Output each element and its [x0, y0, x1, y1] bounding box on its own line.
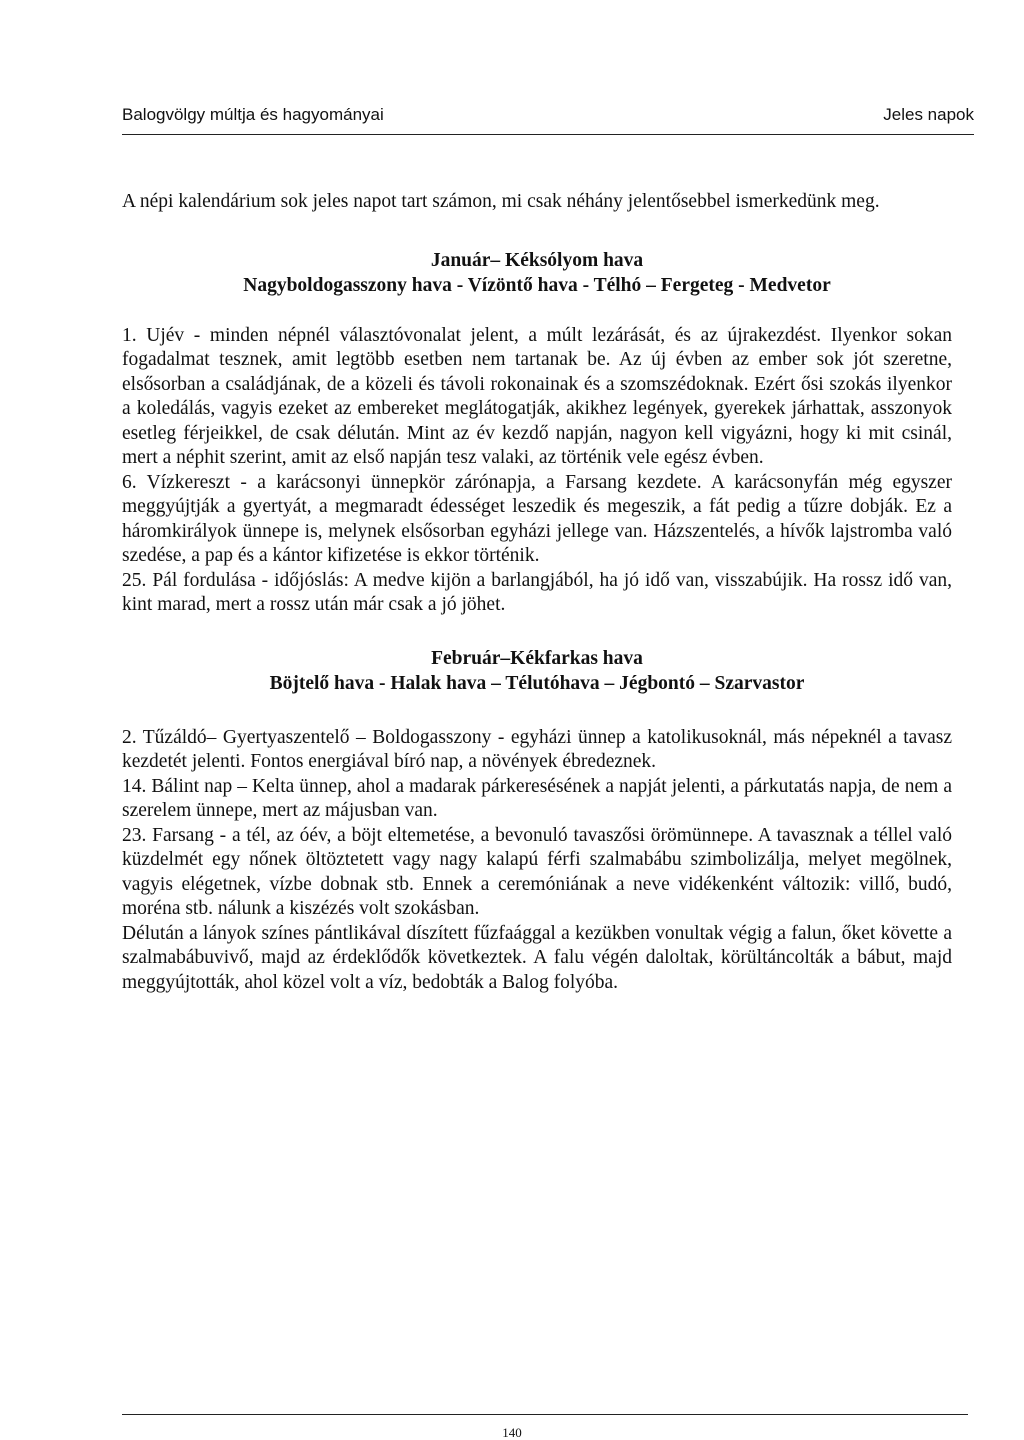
january-entry-pal-fordulasa: 25. Pál fordulása - időjóslás: A medve kijön a barlangjából, ha jó idő van, visszabújik. Ha rossz idő van, kint marad, mert a rossz után már csak a jó jöhet.: [122, 569, 952, 615]
february-heading: [122, 646, 952, 696]
january-heading: [122, 248, 952, 298]
page-number: 140: [502, 1425, 522, 1440]
header-divider: [122, 134, 974, 135]
january-entry-vizkereszt: 6. Vízkereszt - a karácsonyi ünnepkör zárónapja, a Farsang kezdete. A karácsonyfán még egyszer meggyújtják a gyertyát, a megmaradt édességet leszedik és megeszik, a fát pedig a tűzre dobják. Ez a háromkirályok ünnepe is, melynek elsősorban egyházi jellege van. Házszentelés, a hívők lajstromba való szedése, a pap és a kántor kifizetése is ekkor történik.: [122, 471, 952, 566]
february-entry-balint-nap: 14. Bálint nap – Kelta ünnep, ahol a madarak párkeresésének a napját jelenti, a párkutatás napja, de nem a szerelem ünnepe, mert az májusban van.: [122, 775, 952, 821]
february-heading-names: Böjtelő hava - Halak hava – Télutóhava – Jégbontó – Szarvastor: [269, 672, 805, 694]
february-entry-farsang-continued: Délután a lányok színes pántlikával díszített fűzfaággal a kezükben vonultak végig a falun, őket követte a szalmabábuvivő, majd az érdeklődők következtek. A falu végén daloltak, körültáncolták a bábut, majd meggyújtották, ahol közel volt a víz, bedobták a Balog folyóba.: [122, 922, 952, 993]
chapter-title: Jeles napok: [883, 105, 974, 124]
january-heading-names: Nagyboldogasszony hava - Vízöntő hava - Télhó – Fergeteg - Medvetor: [243, 274, 831, 296]
footer-divider: [122, 1414, 968, 1415]
book-title: Balogvölgy múltja és hagyományai: [122, 105, 384, 124]
february-entry-tuzaldo: 2. Tűzáldó– Gyertyaszentelő – Boldogasszony - egyházi ünnep a katolikusoknál, más népeknél a tavasz kezdetét jelenti. Fontos energiával bíró nap, a növények ébredeznek.: [122, 726, 952, 772]
january-heading-title: Január– Kéksólyom hava: [430, 249, 644, 271]
february-heading-title: Február–Kékfarkas hava: [431, 647, 643, 669]
body-text: [122, 190, 952, 995]
running-header: [122, 104, 974, 126]
february-entry-farsang: 23. Farsang - a tél, az óév, a böjt eltemetése, a bevonuló tavaszősi örömünnepe. A tavasznak a téllel való küzdelmét egy nőnek öltöztetett vagy nagy kalapú férfi szalmabábu szimbolizálja, melyet megölnek, vagyis elégetnek, vízbe dobnak stb. Ennek a ceremóniának a neve vidékenként változik: villő, budó, moréna stb. nálunk a kiszézés volt szokásban.: [122, 824, 952, 919]
intro-paragraph: A népi kalendárium sok jeles napot tart számon, mi csak néhány jelentősebbel ismerkedünk meg.: [122, 191, 880, 212]
january-entry-ujev: 1. Ujév - minden népnél választóvonalat jelent, a múlt lezárását, és az újrakezdést. Ilyenkor sokan fogadalmat tesznek, amit legtöbb esetben nem tartanak be. Az új évben az ember sok jót szeretne, elsősorban a családjának, de a közeli és távoli rokonainak és a szomszédoknak. Ezért ősi szokás ilyenkor a koledálás, vagyis ezeket az embereket meglátogatják, akikhez legények, gyerekek járhattak, asszonyok esetleg férjeikkel, de csak délután. Mint az év kezdő napján, nagyon kell vigyázni, hogy ki mit csinál, mert a néphit szerint, amit az első napján tesz valaki, az történik vele egész évben.: [122, 324, 952, 468]
